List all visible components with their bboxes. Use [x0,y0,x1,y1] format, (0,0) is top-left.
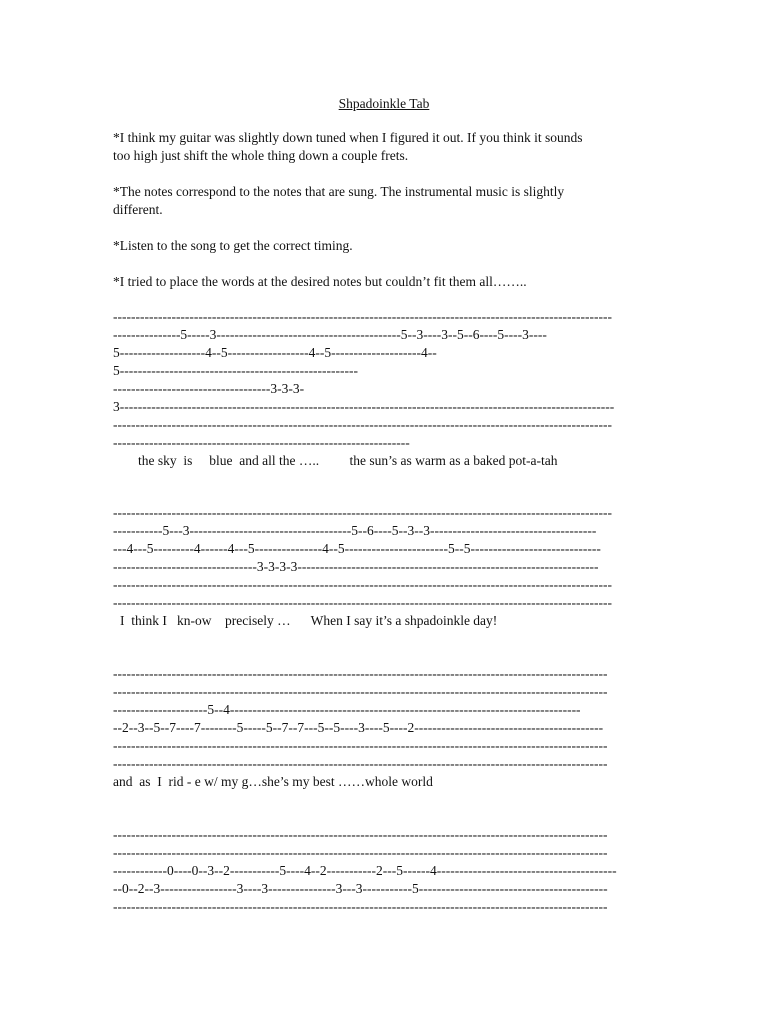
tab-line: --0--2--3-----------------3----3---------------3---3-----------5------------------------------------------ [113,881,608,896]
tab-line: -------------------------------------------------------------------------------------------------------------- [113,684,608,699]
tab-line: --------------------------------------------------------------------------------------------------------------- [113,595,613,610]
tab-line: --------------------------------------------------------------------------------------------------------------- [113,309,613,324]
tab-line: --------------------------------------------------------------------------------------------------------------- [113,505,613,520]
note-line: *Listen to the song to get the correct timing. [113,238,353,253]
tab-line: -----------------------------------3-3-3- [113,381,305,396]
note-line: *I tried to place the words at the desired notes but couldn’t fit them all…….. [113,274,527,289]
tab-line: -----------5---3------------------------------------5--6----5--3--3------------------------------------- [113,523,597,538]
note-tuning [113,129,658,165]
tab-line: ------------0----0--3--2-----------5----4--2-----------2---5------4---------------------------------------- [113,863,617,878]
tab-line: --------------------------------------------------------------------------------------------------------------- [113,417,613,432]
note-line: different. [113,202,163,217]
note-line: *The notes correspond to the notes that are sung. The instrumental music is slightly [113,184,565,199]
lyric-line: the sky is blue and all the ….. the sun’s as warm as a baked pot-a-tah [138,453,558,468]
tab-line: --------------------------------------------------------------------------------------------------------------- [113,577,613,592]
lyric-line: and as I rid - e w/ my g…she’s my best ……whole world [113,774,433,789]
note-words [113,273,658,291]
note-line: too high just shift the whole thing down a couple frets. [113,148,409,163]
tab-line: 5----------------------------------------------------- [113,363,359,378]
tab-line: -------------------------------------------------------------------------------------------------------------- [113,666,608,681]
tab-line: ------------------------------------------------------------------ [113,435,410,450]
page-title: Shpadoinkle Tab [338,96,430,111]
tab-line: --------------------------------3-3-3-3------------------------------------------------------------------- [113,559,599,574]
note-sung [113,183,658,219]
tab-line: 3-------------------------------------------------------------------------------------------------------------- [113,399,615,414]
tab-line: 5-------------------4--5------------------4--5--------------------4-- [113,345,437,360]
tab-line: -------------------------------------------------------------------------------------------------------------- [113,738,608,753]
tab-line: -------------------------------------------------------------------------------------------------------------- [113,756,608,771]
tab-line: ---4---5---------4------4---5---------------4--5-----------------------5--5----------------------------- [113,541,601,556]
lyric-line: I think I kn-ow precisely … When I say it’s a shpadoinkle day! [120,613,498,628]
note-line: *I think my guitar was slightly down tuned when I figured it out. If you think it sounds [113,130,583,145]
tab-line: -------------------------------------------------------------------------------------------------------------- [113,845,608,860]
tab-line: ---------------5-----3-----------------------------------------5--3----3--5--6----5----3---- [113,327,547,342]
note-timing [113,237,658,255]
tab-line: --2--3--5--7----7--------5-----5--7--7---5--5----3----5----2------------------------------------------ [113,720,604,735]
tab-line: ---------------------5--4------------------------------------------------------------------------------ [113,702,581,717]
tab-line: -------------------------------------------------------------------------------------------------------------- [113,827,608,842]
tab-line: -------------------------------------------------------------------------------------------------------------- [113,899,608,914]
